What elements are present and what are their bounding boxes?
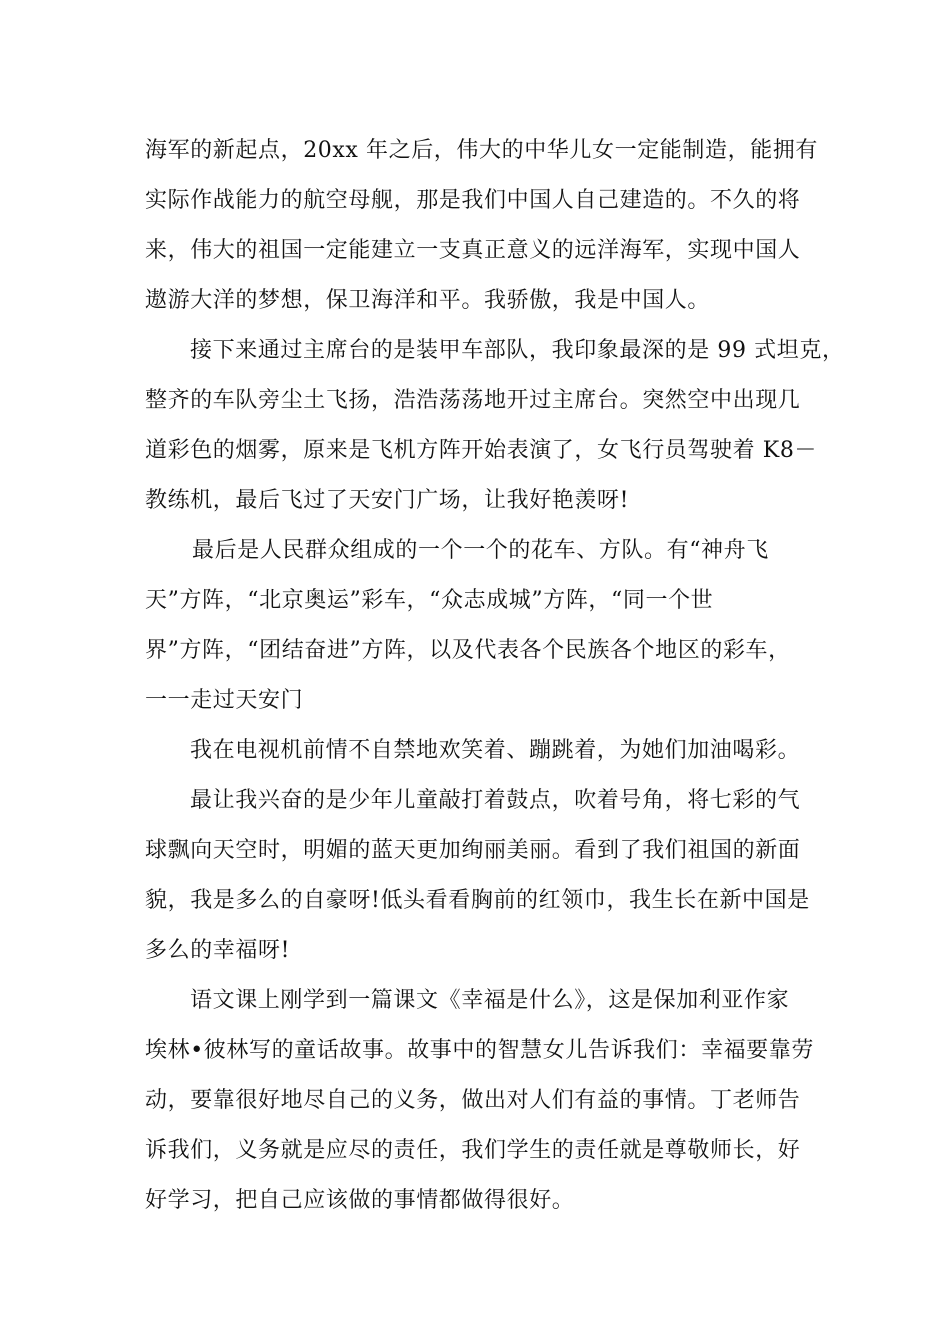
text-line: 多么的幸福呀! [145,938,291,963]
text-line: 貌，我是多么的自豪呀!低头看看胸前的红领巾，我生长在新中国是 [145,888,810,913]
text-line: 遨游大洋的梦想，保卫海洋和平。我骄傲，我是中国人。 [145,288,711,313]
text-line: 好学习，把自己应该做的事情都做得很好。 [145,1188,575,1213]
paragraph-first-line: 最后是人民群众组成的一个一个的花车、方队。有“神舟飞 [192,538,769,563]
text-line: 诉我们，义务就是应尽的责任，我们学生的责任就是尊敬师长，好 [145,1138,801,1163]
text-line: 来，伟大的祖国一定能建立一支真正意义的远洋海军，实现中国人 [145,238,801,263]
text-line: 动，要靠很好地尽自己的义务，做出对人们有益的事情。丁老师告 [145,1088,801,1113]
text-line: 海军的新起点，20xx 年之后，伟大的中华儿女一定能制造，能拥有 [145,138,819,163]
text-line: 道彩色的烟雾，原来是飞机方阵开始表演了，女飞行员驾驶着 K8－ [145,438,818,463]
paragraph-first-line: 最让我兴奋的是少年儿童敲打着鼓点，吹着号角，将七彩的气 [190,788,801,813]
text-line: 埃林•彼林写的童话故事。故事中的智慧女儿告诉我们：幸福要靠劳 [145,1038,814,1063]
text-line: 教练机，最后飞过了天安门广场，让我好艳羡呀! [145,488,630,513]
paragraph-first-line: 接下来通过主席台的是装甲车部队，我印象最深的是 99 式坦克， [190,338,845,363]
text-line: 天”方阵，“北京奥运”彩车，“众志成城”方阵，“同一个世 [145,588,714,613]
paragraph-first-line: 语文课上刚学到一篇课文《幸福是什么》，这是保加利亚作家 [190,988,790,1013]
text-line: 一一走过天安门 [145,688,304,713]
text-line: 界”方阵，“团结奋进”方阵，以及代表各个民族各个地区的彩车， [145,638,791,663]
text-line: 实际作战能力的航空母舰，那是我们中国人自己建造的。不久的将 [145,188,801,213]
text-line: 整齐的车队旁尘土飞扬，浩浩荡荡地开过主席台。突然空中出现几 [145,388,801,413]
text-line: 球飘向天空时，明媚的蓝天更加绚丽美丽。看到了我们祖国的新面 [145,838,801,863]
paragraph-first-line: 我在电视机前情不自禁地欢笑着、蹦跳着，为她们加油喝彩。 [190,738,801,763]
